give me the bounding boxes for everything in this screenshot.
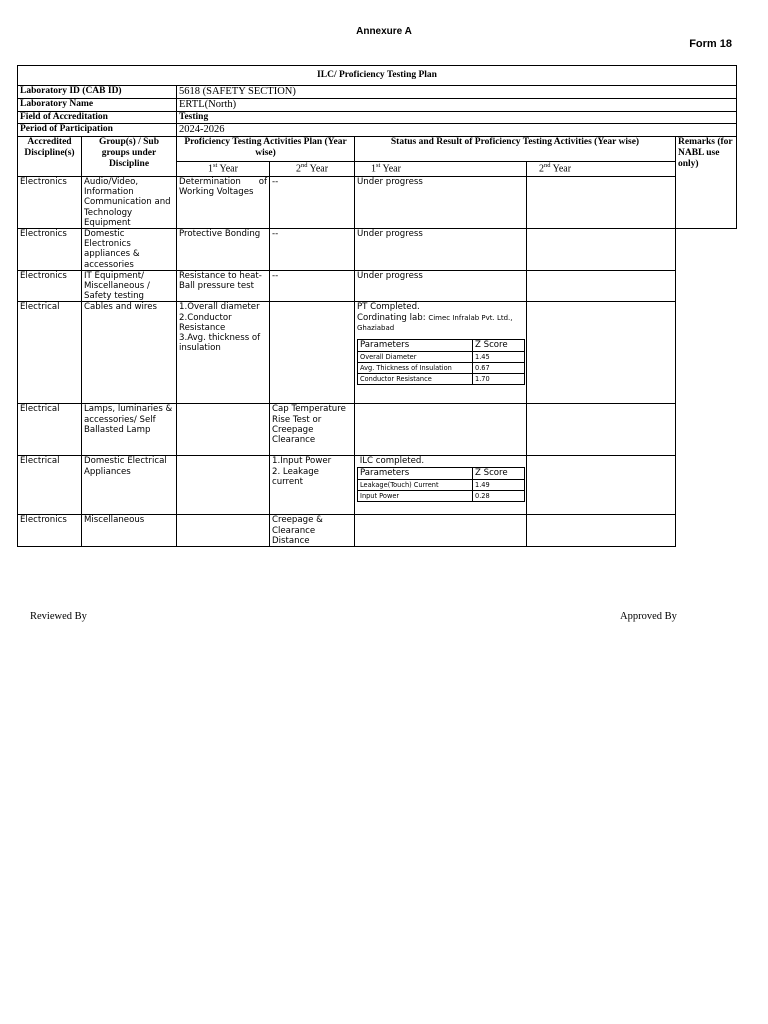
header-plan: Proficiency Testing Activities Plan (Year wise): [177, 137, 355, 162]
status-y1-cell: [355, 302, 527, 404]
plan-item: 1.Input Power: [272, 456, 332, 467]
lab-id-label: Laboratory ID (CAB ID): [18, 86, 177, 99]
group-cell: Lamps, luminaries & accessories/ Self Ballasted Lamp: [82, 404, 177, 456]
plan-y1-cell: [177, 456, 270, 515]
plan-y2-cell: [270, 456, 355, 515]
header-remarks: Remarks (for NABL use only): [676, 137, 737, 229]
z-header-parameters: Parameters: [358, 467, 473, 479]
z-header-score: Z Score: [473, 340, 525, 352]
annexure-label: Annexure A: [356, 26, 412, 37]
plan-y1-cell: Determination of Working Voltages: [177, 177, 270, 229]
plan-y2-cell: [270, 302, 355, 404]
plan-title: ILC/ Proficiency Testing Plan: [18, 66, 737, 86]
plan-item: 2. Leakage current: [272, 466, 319, 487]
header-group: Group(s) / Sub groups under Discipline: [82, 137, 177, 177]
discipline-cell: Electronics: [18, 515, 82, 547]
period-value: 2024-2026: [177, 124, 737, 137]
group-cell: Audio/Video, Information Communication and Technology Equipment: [82, 177, 177, 229]
table-row: [18, 404, 737, 456]
status-y2-cell: [527, 177, 676, 229]
plan-year2-header: 2nd Year: [270, 162, 355, 177]
z-row: Conductor Resistance 1.70: [358, 374, 525, 385]
lab-name-value: ERTL(North): [177, 99, 737, 112]
status-y1-cell: Under progress: [355, 229, 527, 271]
lab-name-label: Laboratory Name: [18, 99, 177, 112]
plan-y1-cell: [177, 302, 270, 404]
table-row: [18, 302, 737, 404]
discipline-cell: Electronics: [18, 177, 82, 229]
z-score-table: [357, 339, 525, 385]
z-row: Leakage(Touch) Current 1.49: [358, 479, 525, 490]
z-row: Input Power 0.28: [358, 490, 525, 501]
status-y2-cell: [527, 229, 676, 271]
lab-id-value: 5618 (SAFETY SECTION): [177, 86, 737, 99]
status-text: ILC completed.: [357, 456, 425, 467]
group-cell: Domestic Electronics appliances & accessories: [82, 229, 177, 271]
plan-y2-cell: Creepage & Clearance Distance: [270, 515, 355, 547]
period-label: Period of Participation: [18, 124, 177, 137]
plan-y1-cell: [177, 404, 270, 456]
plan-item: 2.Conductor Resistance: [179, 312, 232, 333]
status-y2-cell: [527, 270, 676, 302]
status-y1-cell: Under progress: [355, 270, 527, 302]
plan-y2-cell: --: [270, 270, 355, 302]
z-row: Overall Diameter 1.45: [358, 352, 525, 363]
plan-item: 3.Avg. thickness of insulation: [179, 333, 261, 354]
plan-y1-cell: Protective Bonding: [177, 229, 270, 271]
plan-item: 1.Overall diameter: [179, 302, 260, 313]
status-y1-cell: Under progress: [355, 177, 527, 229]
table-row: [18, 229, 737, 271]
header-status: Status and Result of Proficiency Testing Activities (Year wise): [355, 137, 676, 162]
plan-y2-cell: --: [270, 229, 355, 271]
table-row: [18, 456, 737, 515]
status-y2-cell: [527, 515, 676, 547]
status-y1-cell: [355, 515, 527, 547]
field-label: Field of Accreditation: [18, 112, 177, 124]
plan-y2-cell: --: [270, 177, 355, 229]
group-cell: Domestic Electrical Appliances: [82, 456, 177, 515]
z-row: Avg. Thickness of Insulation 0.67: [358, 363, 525, 374]
pt-plan-table: [17, 65, 737, 547]
status-y1-cell: [355, 404, 527, 456]
status-text: PT Completed.: [357, 302, 420, 313]
header-discipline: Accredited Discipline(s): [18, 137, 82, 177]
z-score-table: [357, 467, 525, 502]
table-row: [18, 270, 737, 302]
discipline-cell: Electrical: [18, 404, 82, 456]
status-y2-cell: [527, 302, 676, 404]
plan-y1-cell: Resistance to heat- Ball pressure test: [177, 270, 270, 302]
z-header-parameters: Parameters: [358, 340, 473, 352]
approved-by-label: Approved By: [620, 611, 677, 622]
status-y2-cell: [527, 456, 676, 515]
z-header-score: Z Score: [473, 467, 525, 479]
group-cell: Cables and wires: [82, 302, 177, 404]
discipline-cell: Electronics: [18, 229, 82, 271]
status-year1-header: 1st Year: [355, 162, 527, 177]
field-value: Testing: [177, 112, 737, 124]
status-y1-cell: [355, 456, 527, 515]
group-cell: Miscellaneous: [82, 515, 177, 547]
discipline-cell: Electrical: [18, 456, 82, 515]
reviewed-by-label: Reviewed By: [30, 611, 87, 622]
form-number: Form 18: [689, 38, 732, 50]
plan-y2-cell: Cap Temperature Rise Test or Creepage Clearance: [270, 404, 355, 456]
status-y2-cell: [527, 404, 676, 456]
discipline-cell: Electronics: [18, 270, 82, 302]
plan-year1-header: 1st Year: [177, 162, 270, 177]
table-row: [18, 177, 737, 229]
plan-y1-cell: [177, 515, 270, 547]
coordinating-lab: Cordinating lab: Cimec Infralab Pvt. Ltd., Ghaziabad: [357, 312, 513, 332]
group-cell: IT Equipment/ Miscellaneous / Safety testing: [82, 270, 177, 302]
status-year2-header: 2nd Year: [527, 162, 676, 177]
table-row: [18, 515, 737, 547]
discipline-cell: Electrical: [18, 302, 82, 404]
